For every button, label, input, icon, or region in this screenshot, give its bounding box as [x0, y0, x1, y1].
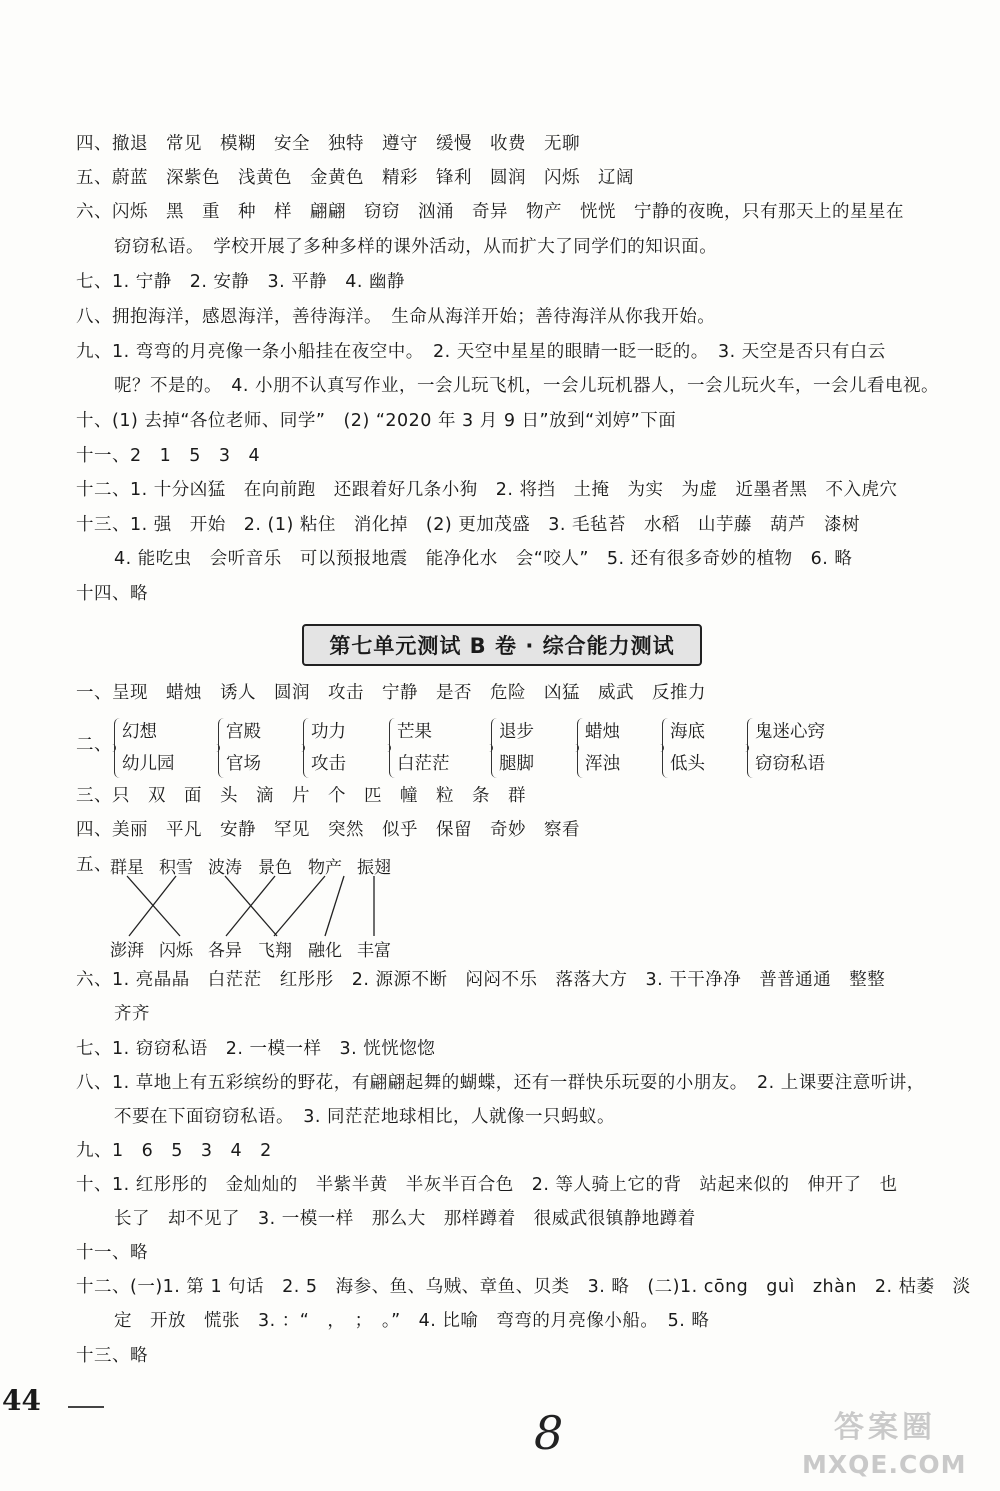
- match-word-top: 积雪: [159, 858, 193, 878]
- answer-line: 十、(1) 去掉“各位老师、同学” (2) “2020 年 3 月 9 日”放到“刘婷”下面: [76, 411, 677, 431]
- match-line: [129, 876, 176, 936]
- question-label: 二、: [76, 735, 112, 755]
- answer-line: 八、1. 草地上有五彩缤纷的野花，有翩翩起舞的蝴蝶，还有一群快乐玩耍的小朋友。 2. 上课要注意听讲，: [76, 1073, 925, 1093]
- answer-line: 窃窃私语。 学校开展了多种多样的课外活动，从而扩大了同学们的知识面。: [114, 237, 718, 257]
- match-word-bottom: 丰富: [357, 941, 391, 961]
- word: 白茫茫: [397, 754, 450, 774]
- word: 退步: [499, 722, 534, 742]
- word: 宫殿: [226, 722, 261, 742]
- match-word-bottom: 澎湃: [110, 941, 144, 961]
- word: 功力: [311, 722, 346, 742]
- handwritten-mark: 8: [534, 1406, 564, 1460]
- answer-line: 一、呈现 蜡烛 诱人 圆润 攻击 宁静 是否 危险 凶猛 威武 反推力: [76, 683, 706, 703]
- match-line: [325, 876, 344, 936]
- match-line: [127, 876, 180, 936]
- answer-line: 五、蔚蓝 深紫色 浅黄色 金黄色 精彩 锋利 圆润 闪烁 辽阔: [76, 168, 634, 188]
- answer-line: 九、1 6 5 3 4 2: [76, 1141, 272, 1161]
- answer-line: 十、1. 红彤彤的 金灿灿的 半紫半黄 半灰半百合色 2. 等人骑上它的背 站起来似的 伸开了 也: [76, 1175, 898, 1195]
- answer-line: 十四、略: [76, 584, 148, 604]
- match-line: [274, 876, 325, 936]
- section-title: 第七单元测试 B 卷 · 综合能力测试: [302, 624, 702, 666]
- answer-line: 六、1. 亮晶晶 白茫茫 红彤彤 2. 源源不断 闷闷不乐 落落大方 3. 干干净净 普普通通 整整: [76, 970, 886, 990]
- watermark-logo: 答案圈: [834, 1410, 936, 1445]
- match-word-top: 物产: [308, 858, 342, 878]
- match-word-top: 波涛: [208, 858, 242, 878]
- match-word-top: 群星: [110, 858, 144, 878]
- answer-line: 十二、1. 十分凶猛 在向前跑 还跟着好几条小狗 2. 将挡 土掩 为实 为虚 近墨者黑 不入虎穴: [76, 480, 898, 500]
- answer-line: 十三、略: [76, 1346, 148, 1366]
- answer-line: 十一、略: [76, 1243, 148, 1263]
- answer-line: 定 开放 慌张 3. ：“ ， ； 。” 4. 比喻 弯弯的月亮像小船。 5. 略: [114, 1311, 710, 1331]
- page-number-rule: [68, 1406, 104, 1408]
- answer-line: 六、闪烁 黑 重 种 样 翩翩 窃窃 汹涌 奇异 物产 恍恍 宁静的夜晚，只有那天上的星星在: [76, 202, 904, 222]
- answer-line: 七、1. 宁静 2. 安静 3. 平静 4. 幽静: [76, 272, 406, 292]
- word: 蜡烛: [585, 722, 620, 742]
- answer-line: 十二、(一)1. 第 1 句话 2. 5 海参、鱼、乌贼、章鱼、贝类 3. 略 (二)1. cōng guì zhàn 2. 枯萎 淡: [76, 1277, 971, 1297]
- word: 芒果: [397, 722, 432, 742]
- answer-line: 三、只 双 面 头 滴 片 个 匹 幢 粒 条 群: [76, 786, 526, 806]
- match-word-bottom: 各异: [208, 941, 242, 961]
- question-label: 五、: [76, 855, 112, 875]
- word: 幻想: [122, 722, 157, 742]
- answer-line: 呢？不是的。 4. 小朋不认真写作业，一会儿玩飞机，一会儿玩机器人，一会儿玩火车，一会儿看电视。: [114, 376, 940, 396]
- answer-line: 四、撤退 常见 模糊 安全 独特 遵守 缓慢 收费 无聊: [76, 134, 580, 154]
- answer-line: 长了 却不见了 3. 一模一样 那么大 那样蹲着 很威武很镇静地蹲着: [114, 1209, 696, 1229]
- word: 海底: [670, 722, 705, 742]
- answer-line: 十三、1. 强 开始 2. (1) 粘住 消化掉 (2) 更加茂盛 3. 毛毡苔 水稻 山芋藤 葫芦 漆树: [76, 515, 860, 535]
- answer-line: 齐齐: [114, 1004, 150, 1024]
- answer-line: 4. 能吃虫 会听音乐 可以预报地震 能净化水 会“咬人” 5. 还有很多奇妙的植物 6. 略: [114, 549, 853, 569]
- answer-line: 不要在下面窃窃私语。 3. 同茫茫地球相比，人就像一只蚂蚁。: [114, 1107, 616, 1127]
- word: 鬼迷心窍: [755, 722, 825, 742]
- match-word-top: 景色: [258, 858, 292, 878]
- word: 腿脚: [499, 754, 534, 774]
- word: 低头: [670, 754, 705, 774]
- answer-line: 十一、2 1 5 3 4: [76, 446, 261, 466]
- word: 幼儿园: [122, 754, 175, 774]
- word: 官场: [226, 754, 261, 774]
- match-word-bottom: 飞翔: [258, 941, 292, 961]
- watermark: [800, 1400, 996, 1486]
- answer-line: 四、美丽 平凡 安静 罕见 突然 似乎 保留 奇妙 察看: [76, 820, 580, 840]
- match-word-top: 振翅: [357, 858, 391, 878]
- match-word-bottom: 闪烁: [159, 941, 193, 961]
- word: 浑浊: [585, 754, 620, 774]
- watermark-url: MXQE.COM: [802, 1450, 967, 1479]
- answer-line: 九、1. 弯弯的月亮像一条小船挂在夜空中。 2. 天空中星星的眼睛一眨一眨的。 3. 天空是否只有白云: [76, 342, 886, 362]
- answer-line: 七、1. 窃窃私语 2. 一模一样 3. 恍恍惚惚: [76, 1039, 436, 1059]
- match-word-bottom: 融化: [308, 941, 342, 961]
- word: 攻击: [311, 754, 346, 774]
- page-number: 44: [2, 1384, 41, 1417]
- word: 窃窃私语: [755, 754, 825, 774]
- answer-line: 八、拥抱海洋，感恩海洋，善待海洋。 生命从海洋开始；善待海洋从你我开始。: [76, 307, 716, 327]
